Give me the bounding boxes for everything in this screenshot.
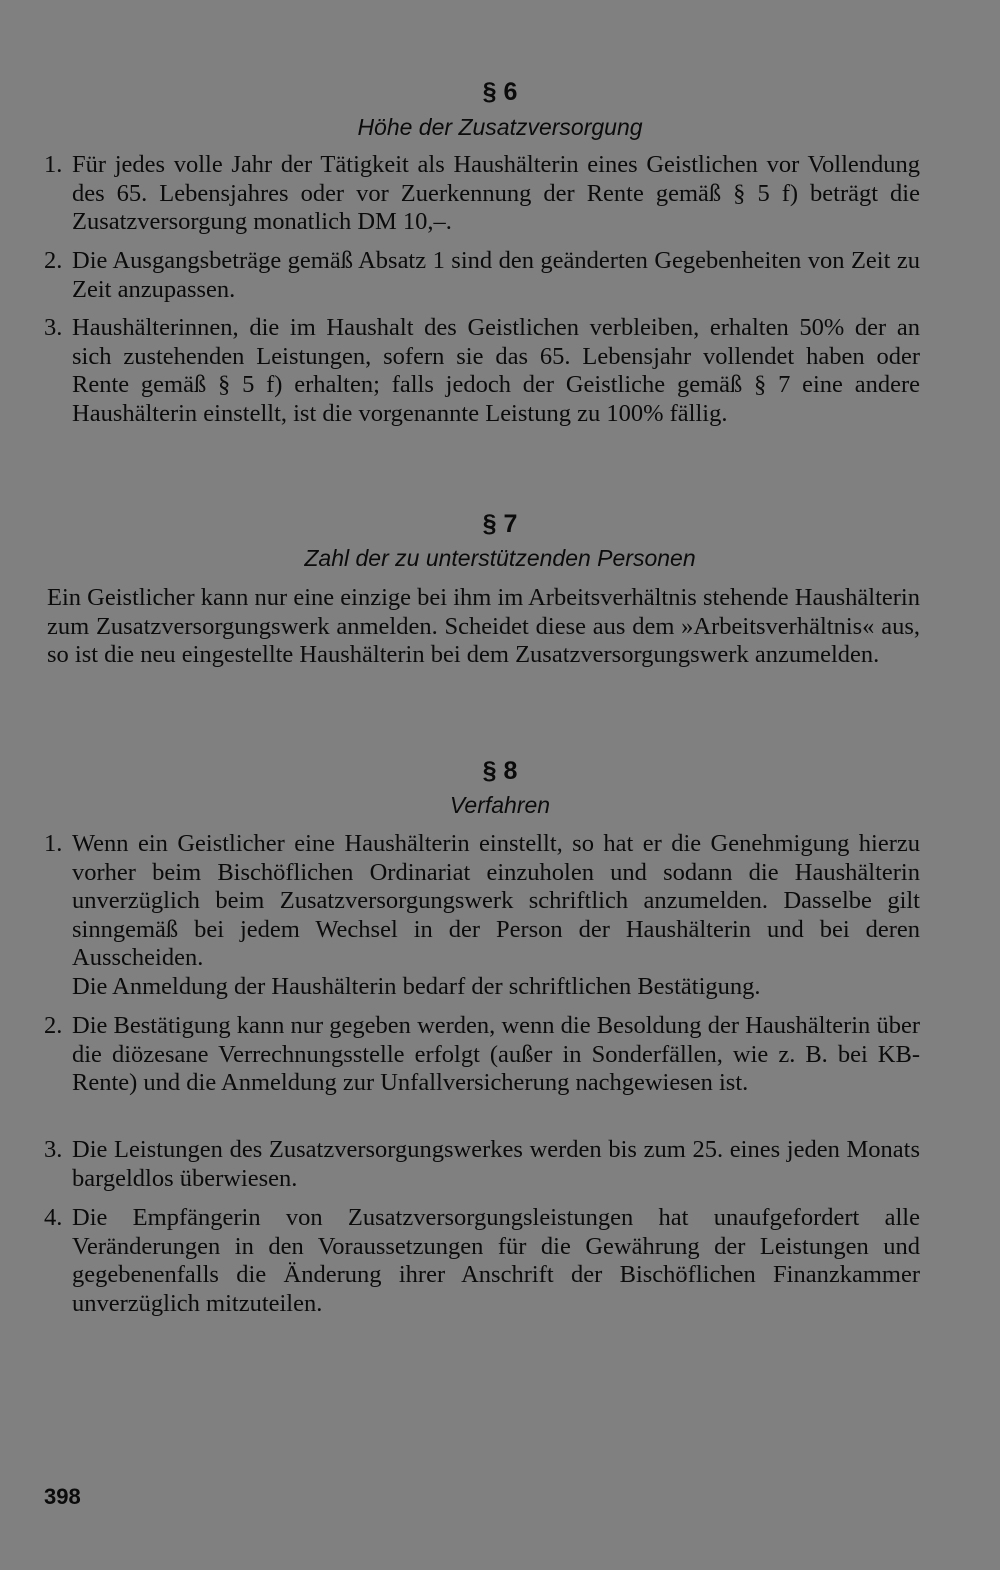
section-8-item-1: [44, 830, 920, 1002]
section-7-number: § 7: [482, 510, 518, 538]
section-8-item-4: [44, 1204, 920, 1318]
section-8-title: Verfahren: [449, 792, 551, 818]
section-6-item-2: [44, 247, 920, 304]
page-number: 398: [44, 1484, 81, 1509]
item-text: Wenn ein Geistlicher eine Haushälterin einstellt, so hat er die Genehmigung hierzu vorher beim Bischöflichen Ordinariat einzuholen und sodann die Haushälterin unverzüglich beim Zusatzversorgungswerk schriftlich anzumelden. Dasselbe gilt sinngemäß bei jedem Wechsel in der Person der Haushälterin und bei deren Ausscheiden.: [72, 830, 920, 972]
item-text: Die Ausgangsbeträge gemäß Absatz 1 sind den geänderten Gegebenheiten von Zeit zu Zeit anzupassen.: [72, 247, 920, 303]
item-text: Für jedes volle Jahr der Tätigkeit als Haushälterin eines Geistlichen vor Vollendung des 65. Lebensjahres oder vor Zuerkennung der Rente gemäß § 5 f) beträgt die Zusatzversorgung monatlich DM 10,–.: [72, 151, 920, 236]
item-number: 4.: [44, 1204, 63, 1231]
section-7-title: Zahl der zu unterstützenden Personen: [304, 545, 696, 571]
section-7-paragraph: Ein Geistlicher kann nur eine einzige bei ihm im Arbeitsverhältnis stehende Haushälterin zum Zusatzversorgungswerk anmelden. Scheidet diese aus dem »Arbeitsverhältnis« aus, so ist die neu eingestellte Haushälterin bei dem Zusatzversorgungswerk anzumelden.: [47, 584, 920, 669]
item-text: Die Leistungen des Zusatzversorgungswerkes werden bis zum 25. eines jeden Monats bargeldlos überwiesen.: [72, 1136, 920, 1192]
item-number: 3.: [44, 314, 63, 341]
item-number: 2.: [44, 247, 63, 274]
section-8-number: § 8: [482, 757, 518, 785]
item-text: Die Empfängerin von Zusatzversorgungsleistungen hat unaufgefordert alle Veränderungen in den Voraussetzungen für die Gewährung der Leistungen und gegebenenfalls die Änderung ihrer Anschrift der Bischöflichen Finanzkammer unverzüglich mitzuteilen.: [72, 1204, 920, 1317]
item-text: Die Bestätigung kann nur gegeben werden, wenn die Besoldung der Haushälterin über die diözesane Verrechnungsstelle erfolgt (außer in Sonderfällen, wie z. B. bei KB-Rente) und die Anmeldung zur Unfallversicherung nachgewiesen ist.: [72, 1012, 920, 1097]
section-8-item-2: [44, 1012, 920, 1098]
section-6-item-3: [44, 314, 920, 428]
item-text-continuation: Die Anmeldung der Haushälterin bedarf der schriftlichen Bestätigung.: [72, 972, 761, 1000]
section-8-item-3: [44, 1136, 920, 1193]
section-6-number: § 6: [482, 78, 518, 106]
item-number: 3.: [44, 1136, 63, 1163]
item-text-block: [72, 830, 920, 1002]
item-number: 1.: [44, 830, 63, 857]
item-number: 1.: [44, 151, 63, 178]
item-text: Haushälterinnen, die im Haushalt des Geistlichen verbleiben, erhalten 50% der an sich zustehenden Leistungen, sofern sie das 65. Lebensjahr vollendet haben oder Rente gemäß § 5 f) erhalten; falls jedoch der Geistliche gemäß § 7 eine andere Haushälterin einstellt, ist die vorgenannte Leistung zu 100% fällig.: [72, 314, 920, 427]
section-6-item-1: [44, 151, 920, 237]
item-number: 2.: [44, 1012, 63, 1039]
section-6-title: Höhe der Zusatzversorgung: [357, 114, 643, 140]
